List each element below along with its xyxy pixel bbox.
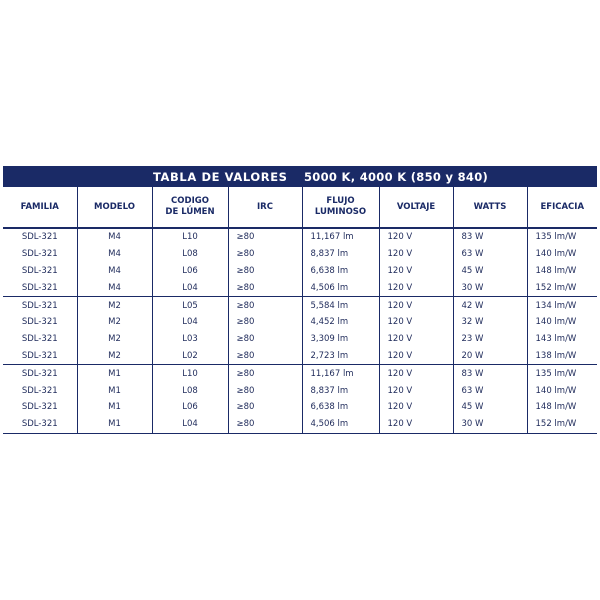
cell-voltaje: 120 V xyxy=(379,297,453,314)
cell-watts: 23 W xyxy=(453,331,527,348)
table-row xyxy=(3,399,597,416)
cell-modelo: M1 xyxy=(77,399,152,416)
cell-flujo: 3,309 lm xyxy=(302,331,379,348)
cell-modelo: M4 xyxy=(77,279,152,296)
cell-familia: SDL-321 xyxy=(3,279,77,296)
cell-eficacia: 135 lm/W xyxy=(527,228,597,246)
cell-eficacia: 148 lm/W xyxy=(527,263,597,280)
cell-flujo: 11,167 lm xyxy=(302,228,379,246)
cell-flujo: 5,584 lm xyxy=(302,297,379,314)
cell-eficacia: 143 lm/W xyxy=(527,331,597,348)
cell-irc: ≥80 xyxy=(228,382,302,399)
cell-voltaje: 120 V xyxy=(379,331,453,348)
cell-voltaje: 120 V xyxy=(379,279,453,296)
table-header-row xyxy=(3,187,597,228)
cell-familia: SDL-321 xyxy=(21,317,58,328)
cell-eficacia: 152 lm/W xyxy=(527,279,597,296)
cell-modelo: M2 xyxy=(77,314,152,331)
cell-codigo: L08 xyxy=(152,382,228,399)
cell-voltaje: 120 V xyxy=(379,228,453,246)
column-header-irc: IRC xyxy=(228,187,302,228)
cell-watts: 63 W xyxy=(453,246,527,263)
cell-irc: ≥80 xyxy=(228,263,302,280)
table-body xyxy=(3,228,597,433)
cell-familia: SDL-321 xyxy=(21,385,58,396)
cell-flujo: 2,723 lm xyxy=(302,348,379,365)
cell-flujo: 6,638 lm xyxy=(302,399,379,416)
table-row xyxy=(3,365,597,382)
cell-eficacia: 134 lm/W xyxy=(527,297,597,314)
cell-familia: SDL-321 xyxy=(21,368,58,379)
column-header-familia: FAMILIA xyxy=(3,187,77,228)
cell-irc: ≥80 xyxy=(228,246,302,263)
table-row xyxy=(3,382,597,399)
values-table-container xyxy=(3,166,597,434)
table-row xyxy=(3,416,597,433)
table-title: TABLA DE VALORES xyxy=(153,170,288,184)
cell-familia: SDL-321 xyxy=(21,300,58,311)
table-subtitle: 5000 K, 4000 K (850 y 840) xyxy=(304,170,489,184)
table-row xyxy=(3,246,597,263)
cell-codigo: L08 xyxy=(152,246,228,263)
cell-watts: 42 W xyxy=(453,297,527,314)
cell-familia: SDL-321 xyxy=(21,265,58,276)
cell-modelo: M2 xyxy=(77,348,152,365)
column-header-eficacia: EFICACIA xyxy=(527,187,597,228)
cell-eficacia: 152 lm/W xyxy=(527,416,597,433)
cell-codigo: L03 xyxy=(152,331,228,348)
column-header-voltaje: VOLTAJE xyxy=(379,187,453,228)
cell-codigo: L10 xyxy=(152,228,228,246)
cell-irc: ≥80 xyxy=(228,348,302,365)
cell-voltaje: 120 V xyxy=(379,348,453,365)
cell-codigo: L10 xyxy=(152,365,228,382)
cell-voltaje: 120 V xyxy=(379,399,453,416)
cell-codigo: L04 xyxy=(152,416,228,433)
table-row xyxy=(3,331,597,348)
cell-codigo: L04 xyxy=(152,314,228,331)
cell-flujo: 8,837 lm xyxy=(302,246,379,263)
cell-watts: 83 W xyxy=(453,365,527,382)
cell-eficacia: 138 lm/W xyxy=(527,348,597,365)
table-banner xyxy=(3,166,597,187)
cell-voltaje: 120 V xyxy=(379,382,453,399)
cell-watts: 45 W xyxy=(453,399,527,416)
cell-irc: ≥80 xyxy=(228,314,302,331)
cell-flujo: 8,837 lm xyxy=(302,382,379,399)
column-header-watts: WATTS xyxy=(453,187,527,228)
cell-eficacia: 135 lm/W xyxy=(527,365,597,382)
table-row xyxy=(3,297,597,314)
cell-familia: SDL-321 xyxy=(3,348,77,365)
cell-voltaje: 120 V xyxy=(379,365,453,382)
cell-eficacia: 140 lm/W xyxy=(527,382,597,399)
cell-modelo: M2 xyxy=(77,331,152,348)
column-header-flujo-luminoso: FLUJO LUMINOSO xyxy=(302,187,379,228)
cell-codigo: L06 xyxy=(152,263,228,280)
cell-modelo: M2 xyxy=(77,297,152,314)
cell-voltaje: 120 V xyxy=(379,314,453,331)
cell-irc: ≥80 xyxy=(228,228,302,246)
table-row xyxy=(3,263,597,280)
cell-modelo: M1 xyxy=(77,365,152,382)
table-row xyxy=(3,314,597,331)
cell-watts: 63 W xyxy=(453,382,527,399)
cell-irc: ≥80 xyxy=(228,297,302,314)
cell-eficacia: 148 lm/W xyxy=(527,399,597,416)
cell-flujo: 4,452 lm xyxy=(302,314,379,331)
cell-familia: SDL-321 xyxy=(21,402,58,413)
cell-modelo: M1 xyxy=(77,382,152,399)
column-header-modelo: MODELO xyxy=(77,187,152,228)
cell-watts: 30 W xyxy=(453,416,527,433)
cell-familia: SDL-321 xyxy=(3,416,77,433)
cell-watts: 32 W xyxy=(453,314,527,331)
cell-flujo: 11,167 lm xyxy=(302,365,379,382)
cell-codigo: L02 xyxy=(152,348,228,365)
table-row xyxy=(3,228,597,246)
column-header-codigo-de-lumen: CODIGO DE LÚMEN xyxy=(152,187,228,228)
cell-irc: ≥80 xyxy=(228,399,302,416)
cell-flujo: 6,638 lm xyxy=(302,263,379,280)
cell-familia: SDL-321 xyxy=(21,334,58,345)
cell-flujo: 4,506 lm xyxy=(302,279,379,296)
cell-watts: 83 W xyxy=(453,228,527,246)
cell-voltaje: 120 V xyxy=(379,263,453,280)
cell-modelo: M1 xyxy=(77,416,152,433)
table-row xyxy=(3,279,597,296)
cell-irc: ≥80 xyxy=(228,365,302,382)
cell-modelo: M4 xyxy=(77,228,152,246)
cell-familia: SDL-321 xyxy=(21,249,58,260)
cell-familia: SDL-321 xyxy=(21,232,58,243)
cell-flujo: 4,506 lm xyxy=(302,416,379,433)
cell-voltaje: 120 V xyxy=(379,416,453,433)
cell-eficacia: 140 lm/W xyxy=(527,314,597,331)
cell-modelo: M4 xyxy=(77,263,152,280)
cell-watts: 30 W xyxy=(453,279,527,296)
cell-codigo: L05 xyxy=(152,297,228,314)
cell-watts: 20 W xyxy=(453,348,527,365)
cell-codigo: L04 xyxy=(152,279,228,296)
cell-irc: ≥80 xyxy=(228,279,302,296)
cell-codigo: L06 xyxy=(152,399,228,416)
cell-irc: ≥80 xyxy=(228,331,302,348)
cell-watts: 45 W xyxy=(453,263,527,280)
cell-irc: ≥80 xyxy=(228,416,302,433)
cell-modelo: M4 xyxy=(77,246,152,263)
cell-eficacia: 140 lm/W xyxy=(527,246,597,263)
values-table xyxy=(3,187,597,434)
cell-voltaje: 120 V xyxy=(379,246,453,263)
table-row xyxy=(3,348,597,365)
